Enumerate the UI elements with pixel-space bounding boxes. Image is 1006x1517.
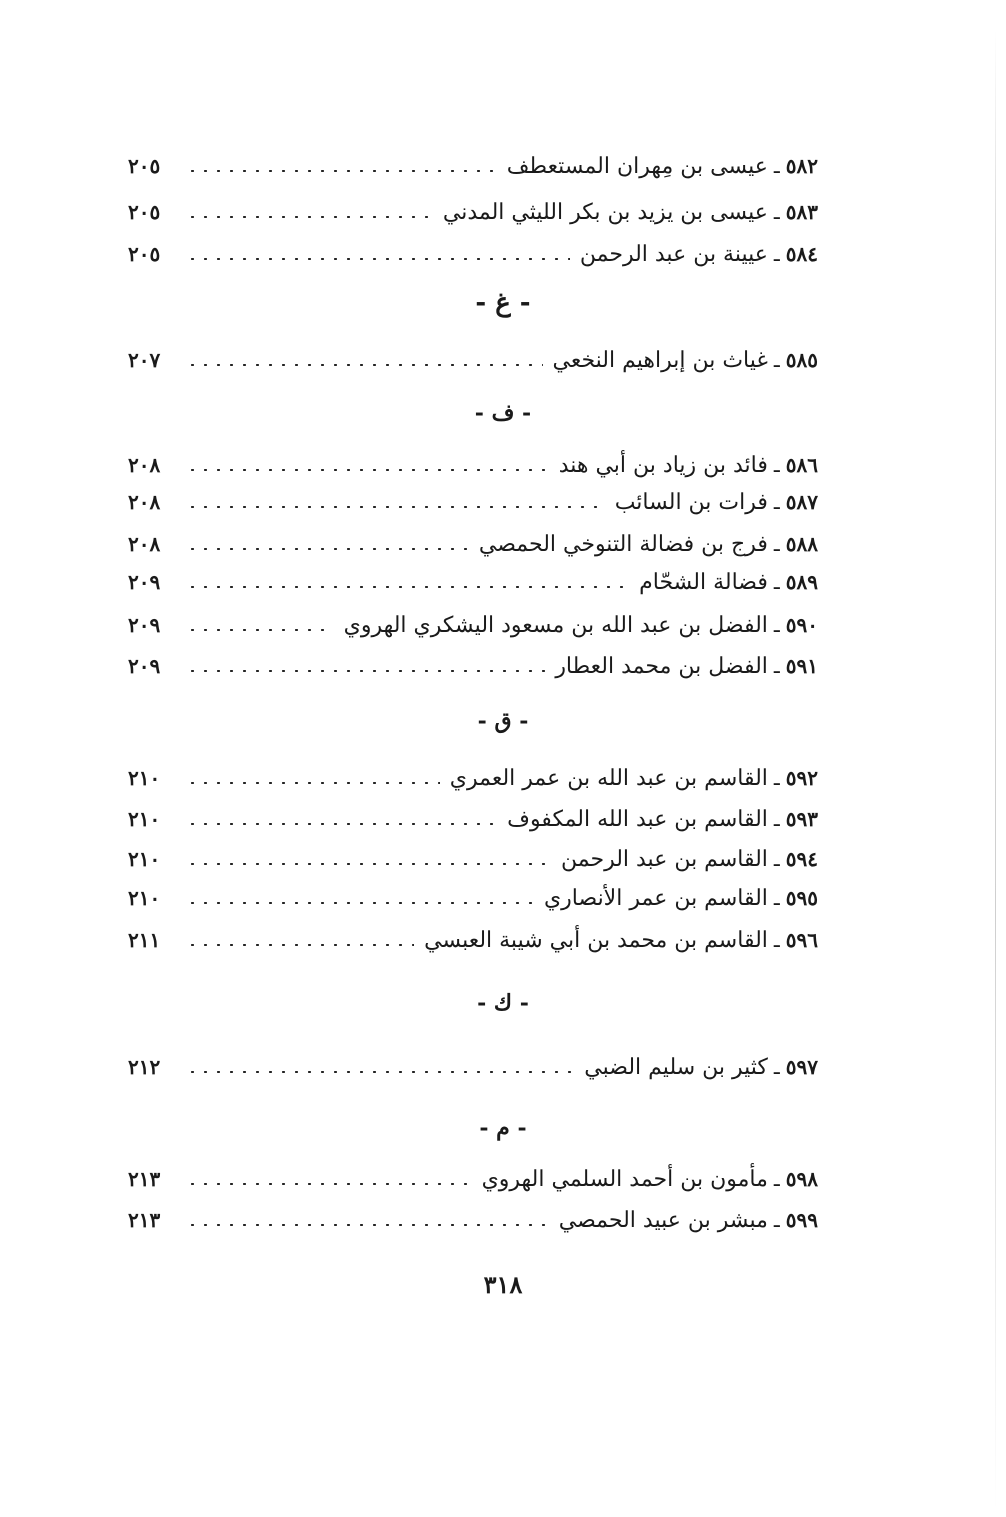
entry-separator: ـ — [773, 532, 780, 556]
entry-name: الفضل بن عبد الله بن مسعود اليشكري الهروي — [343, 612, 768, 638]
entry-number: ٥٩٩ — [785, 1208, 818, 1232]
entry-name: غياث بن إبراهيم النخعي — [552, 347, 768, 373]
index-entry — [128, 1162, 818, 1196]
dot-leader — [186, 364, 543, 366]
entry-separator: ـ — [773, 766, 780, 790]
dot-leader — [186, 586, 629, 588]
entry-number: ٥٩٠ — [785, 613, 818, 637]
dot-leader — [186, 902, 534, 904]
index-entry — [128, 1203, 818, 1237]
letter-header-mim: - م - — [479, 1115, 527, 1141]
entry-page-number: ٢٠٥ — [128, 200, 161, 224]
dot-leader — [186, 823, 497, 825]
entry-page-number: ٢١١ — [128, 928, 161, 952]
entry-page-number: ٢١٢ — [128, 1055, 161, 1079]
index-entry — [128, 149, 818, 183]
page-number: ٣١٨ — [483, 1270, 523, 1299]
dot-leader — [186, 1224, 549, 1226]
entry-page-number: ٢١٠ — [128, 807, 161, 831]
entry-number: ٥٨٤ — [785, 242, 818, 266]
index-entry — [128, 237, 818, 271]
entry-separator: ـ — [773, 654, 780, 678]
dot-leader — [186, 1183, 472, 1185]
entry-page-number: ٢١٣ — [128, 1208, 161, 1232]
entry-number: ٥٨٢ — [785, 154, 818, 178]
entry-separator: ـ — [773, 490, 780, 514]
letter-header-kaf: - ك - — [477, 990, 529, 1016]
dot-leader — [186, 629, 334, 631]
entry-page-number: ٢٠٩ — [128, 570, 161, 594]
entry-separator: ـ — [773, 1208, 780, 1232]
entry-number: ٥٩٨ — [785, 1167, 818, 1191]
entry-name: القاسم بن عمر الأنصاري — [543, 885, 768, 911]
dot-leader — [186, 506, 605, 508]
entry-name: القاسم بن عبد الله المكفوف — [507, 806, 768, 832]
entry-number: ٥٨٥ — [785, 348, 818, 372]
entry-name: القاسم بن عبد الرحمن — [561, 846, 768, 872]
entry-name: فائد بن زياد بن أبي هند — [558, 452, 768, 478]
entry-separator: ـ — [773, 348, 780, 372]
entry-number: ٥٩٦ — [785, 928, 818, 952]
entry-number: ٥٩٧ — [785, 1055, 818, 1079]
entry-page-number: ٢١٠ — [128, 847, 161, 871]
entry-separator: ـ — [773, 807, 780, 831]
entry-page-number: ٢١٠ — [128, 766, 161, 790]
entry-page-number: ٢٠٥ — [128, 242, 161, 266]
entry-name: عيسى بن مِهران المستعطف — [506, 153, 768, 179]
index-entry — [128, 565, 818, 599]
index-entry — [128, 343, 818, 377]
entry-number: ٥٩٢ — [785, 766, 818, 790]
entry-name: الفضل بن محمد العطار — [555, 653, 768, 679]
entry-name: القاسم بن محمد بن أبي شيبة العبسي — [424, 927, 768, 953]
letter-header-fa: - ف - — [474, 400, 532, 426]
entry-separator: ـ — [773, 453, 780, 477]
entry-number: ٥٨٧ — [785, 490, 818, 514]
dot-leader — [186, 216, 433, 218]
entry-page-number: ٢٠٥ — [128, 154, 161, 178]
entry-name: مبشر بن عبيد الحمصي — [558, 1207, 768, 1233]
entry-name: كثير بن سليم الضبي — [584, 1054, 768, 1080]
entry-name: عيينة بن عبد الرحمن — [579, 241, 768, 267]
entry-name: فرج بن فضالة التنوخي الحمصي — [478, 531, 768, 557]
letter-header-ghain: - غ - — [475, 288, 531, 318]
index-entry — [128, 649, 818, 683]
entry-page-number: ٢٠٧ — [128, 348, 161, 372]
index-entry — [128, 608, 818, 642]
entry-separator: ـ — [773, 570, 780, 594]
entry-number: ٥٩٥ — [785, 886, 818, 910]
entry-page-number: ٢٠٨ — [128, 453, 161, 477]
entry-name: فرات بن السائب — [614, 489, 768, 515]
entry-separator: ـ — [773, 200, 780, 224]
letter-header-qaf: - ق - — [477, 708, 529, 734]
dot-leader — [186, 1071, 574, 1073]
dot-leader — [186, 944, 414, 946]
entry-separator: ـ — [773, 847, 780, 871]
entry-separator: ـ — [773, 242, 780, 266]
entry-number: ٥٨٦ — [785, 453, 818, 477]
dot-leader — [186, 670, 545, 672]
entry-page-number: ٢٠٨ — [128, 490, 161, 514]
index-entry — [128, 923, 818, 957]
entry-number: ٥٨٨ — [785, 532, 818, 556]
index-entry — [128, 195, 818, 229]
entry-separator: ـ — [773, 154, 780, 178]
entry-separator: ـ — [773, 1167, 780, 1191]
index-entry — [128, 842, 818, 876]
entry-number: ٥٨٣ — [785, 200, 818, 224]
index-entry — [128, 881, 818, 915]
entry-page-number: ٢٠٨ — [128, 532, 161, 556]
dot-leader — [186, 170, 497, 172]
index-entry — [128, 1050, 818, 1084]
entry-number: ٥٨٩ — [785, 570, 818, 594]
entry-name: عيسى بن يزيد بن بكر الليثي المدني — [442, 199, 768, 225]
entry-page-number: ٢١٣ — [128, 1167, 161, 1191]
dot-leader — [186, 258, 570, 260]
entry-page-number: ٢٠٩ — [128, 613, 161, 637]
dot-leader — [186, 469, 549, 471]
entry-separator: ـ — [773, 613, 780, 637]
index-entry — [128, 761, 818, 795]
entry-separator: ـ — [773, 1055, 780, 1079]
entry-page-number: ٢١٠ — [128, 886, 161, 910]
index-entry — [128, 485, 818, 519]
entry-separator: ـ — [773, 928, 780, 952]
entry-number: ٥٩٤ — [785, 847, 818, 871]
index-entry — [128, 802, 818, 836]
index-entry — [128, 527, 818, 561]
entry-number: ٥٩٣ — [785, 807, 818, 831]
index-entry — [128, 448, 818, 482]
entry-name: القاسم بن عبد الله بن عمر العمري — [449, 765, 768, 791]
dot-leader — [186, 782, 440, 784]
dot-leader — [186, 548, 469, 550]
entry-name: فضالة الشحّام — [639, 569, 768, 595]
entry-name: مأمون بن أحمد السلمي الهروي — [481, 1166, 768, 1192]
entry-separator: ـ — [773, 886, 780, 910]
dot-leader — [186, 863, 551, 865]
entry-number: ٥٩١ — [785, 654, 818, 678]
entry-page-number: ٢٠٩ — [128, 654, 161, 678]
